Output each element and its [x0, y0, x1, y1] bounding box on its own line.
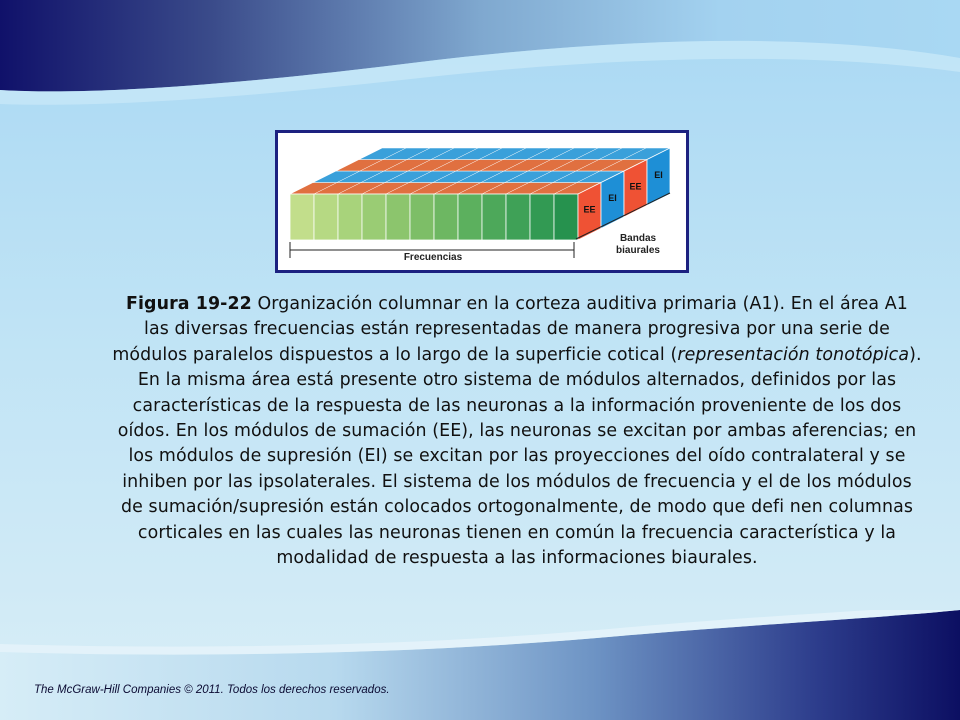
frequency-column — [554, 194, 578, 240]
frequency-axis-label: Frecuencias — [403, 252, 463, 263]
frequency-column — [362, 194, 386, 240]
figure-caption — [112, 292, 922, 571]
top-decorative-band — [0, 0, 960, 130]
frequency-column — [338, 194, 362, 240]
copyright-notice: The McGraw-Hill Companies © 2011. Todos los derechos reservados. — [34, 684, 390, 696]
frequency-column — [410, 194, 434, 240]
binaural-bands-label-line2: biaurales — [616, 245, 660, 256]
band-label-ei: EI — [654, 169, 663, 180]
band-label-ee: EE — [629, 181, 642, 192]
columnar-organization-diagram — [278, 133, 686, 270]
frequency-column — [458, 194, 482, 240]
frequency-column — [386, 194, 410, 240]
band-label-ei: EI — [608, 192, 617, 203]
frequency-column — [290, 194, 314, 240]
binaural-bands-label-line1: Bandas — [619, 233, 657, 244]
band-label-ee: EE — [583, 204, 596, 215]
frequency-column — [434, 194, 458, 240]
bottom-decorative-band — [0, 610, 960, 720]
frequency-column — [530, 194, 554, 240]
frequency-column — [314, 194, 338, 240]
frequency-column — [506, 194, 530, 240]
figure-number: Figura 19-22 — [126, 294, 252, 314]
frequency-column — [482, 194, 506, 240]
caption-text-part-1: Organización columnar en la corteza auditiva primaria (A1). En el área A1 las diversas frecuencias están representadas de manera progresiva por una serie de módulos paralelos dispuestos a lo largo de la superficie cotical ( — [112, 294, 908, 365]
figure-image-frame — [275, 130, 689, 273]
caption-text-part-2: ). En la misma área está presente otro sistema de módulos alternados, definidos por las características de la respuesta de las neuronas a la información proveniente de los dos oídos. En los módulos de sumación (EE), las neuronas se excitan por ambas aferencias; en los módulos de supresión (EI) se excitan por las proyecciones del oído contralateral y se inhiben por las ipsolaterales. El sistema de los módulos de frecuencia y el de los módulos de sumación/supresión están colocados ortogonalmente, de modo que defi nen columnas corticales en las cuales las neuronas tienen en común la frecuencia característica y la modalidad de respuesta a las informaciones biaurales. — [117, 344, 922, 569]
frequency-columns — [290, 194, 578, 240]
caption-italic-term: representación tonotópica — [677, 344, 910, 365]
